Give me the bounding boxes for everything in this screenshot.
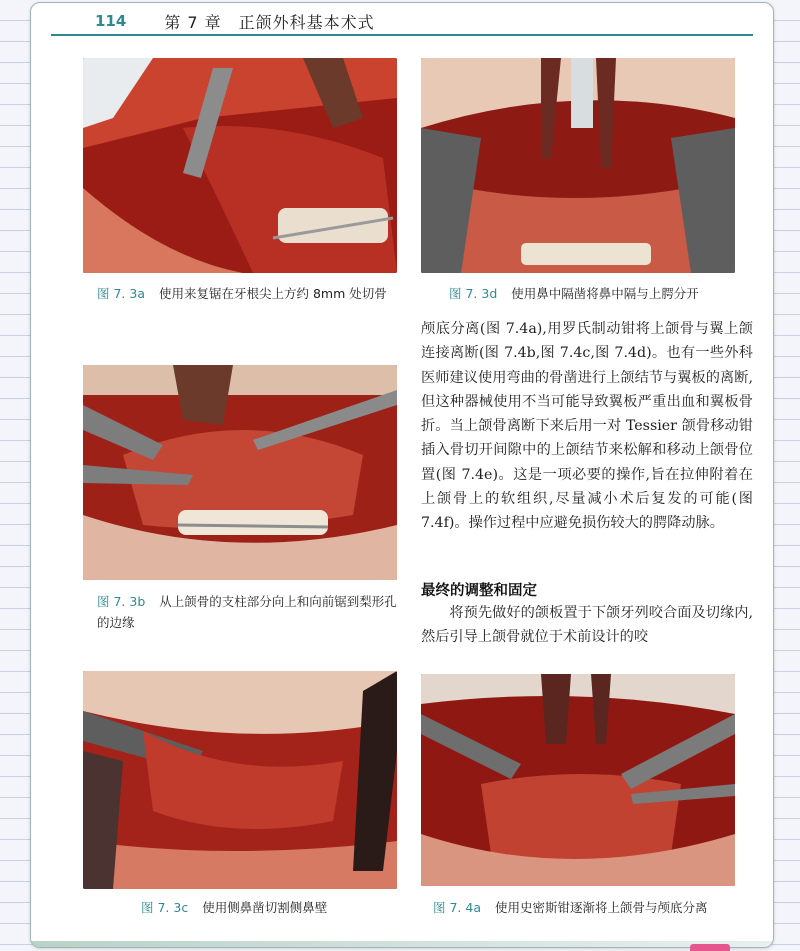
page-number: 114 bbox=[95, 12, 127, 30]
surgical-photo-7-3c bbox=[83, 671, 397, 889]
caption-text: 从上颌骨的支柱部分向上和向前锯到梨形孔的边缘 bbox=[97, 594, 397, 630]
caption-7-3a bbox=[97, 283, 397, 304]
figure-label: 图 7. 3c bbox=[141, 900, 189, 915]
figure-label: 图 7. 3b bbox=[97, 594, 146, 609]
figure-label: 图 7. 3d bbox=[449, 286, 498, 301]
paragraph-text: 颅底分离(图 7.4a),用罗氏制动钳将上颌骨与翼上颌连接离断(图 7.4b,图 7.4c,图 7.4d)。也有一些外科医师建议使用弯曲的骨凿进行上颌结节与翼板的离断,但这种器械使用不当可能导致翼板严重出血和翼板骨折。当上颌骨离断下来后用一对 Tessier 颌骨移动钳插入骨切开间隙中的上颌结节来松解和移动上颌骨位置(图 7.4e)。这是一项必要的操作,旨在拉伸附着在上颌骨上的软组织,尽量减小术后复发的可能(图 7.4f)。操作过程中应避免损伤较大的腭降动脉。 bbox=[421, 321, 753, 532]
section-heading: 最终的调整和固定 bbox=[421, 583, 537, 599]
figure-label: 图 7. 3a bbox=[97, 286, 145, 301]
caption-text: 使用侧鼻凿切割侧鼻壁 bbox=[202, 900, 328, 915]
page-bottom-edge bbox=[31, 941, 773, 947]
caption-text: 使用史密斯钳逐渐将上颌骨与颅底分离 bbox=[495, 900, 708, 915]
caption-7-3c bbox=[141, 897, 421, 918]
surgical-photo-7-3a bbox=[83, 58, 397, 273]
surgical-photo-7-3d bbox=[421, 58, 735, 273]
caption-7-3b bbox=[97, 591, 397, 633]
caption-text: 使用鼻中隔凿将鼻中隔与上腭分开 bbox=[511, 286, 699, 301]
paragraph-text: 将预先做好的颌板置于下颌牙列咬合面及切缘内,然后引导上颌骨就位于术前设计的咬 bbox=[421, 605, 753, 646]
surgical-photo-7-4a bbox=[421, 674, 735, 886]
book-page bbox=[30, 2, 774, 948]
bookmark-tab bbox=[690, 944, 730, 951]
page-header bbox=[51, 8, 753, 36]
caption-7-4a bbox=[433, 897, 753, 918]
figure-label: 图 7. 4a bbox=[433, 900, 481, 915]
caption-text: 使用来复锯在牙根尖上方约 8mm 处切骨 bbox=[159, 286, 387, 301]
surgical-photo-7-3b bbox=[83, 365, 397, 580]
body-paragraph-2 bbox=[421, 601, 753, 650]
caption-7-3d bbox=[449, 283, 749, 304]
body-paragraph-1 bbox=[421, 317, 753, 536]
chapter-title: 第 7 章 正颌外科基本术式 bbox=[164, 12, 375, 32]
